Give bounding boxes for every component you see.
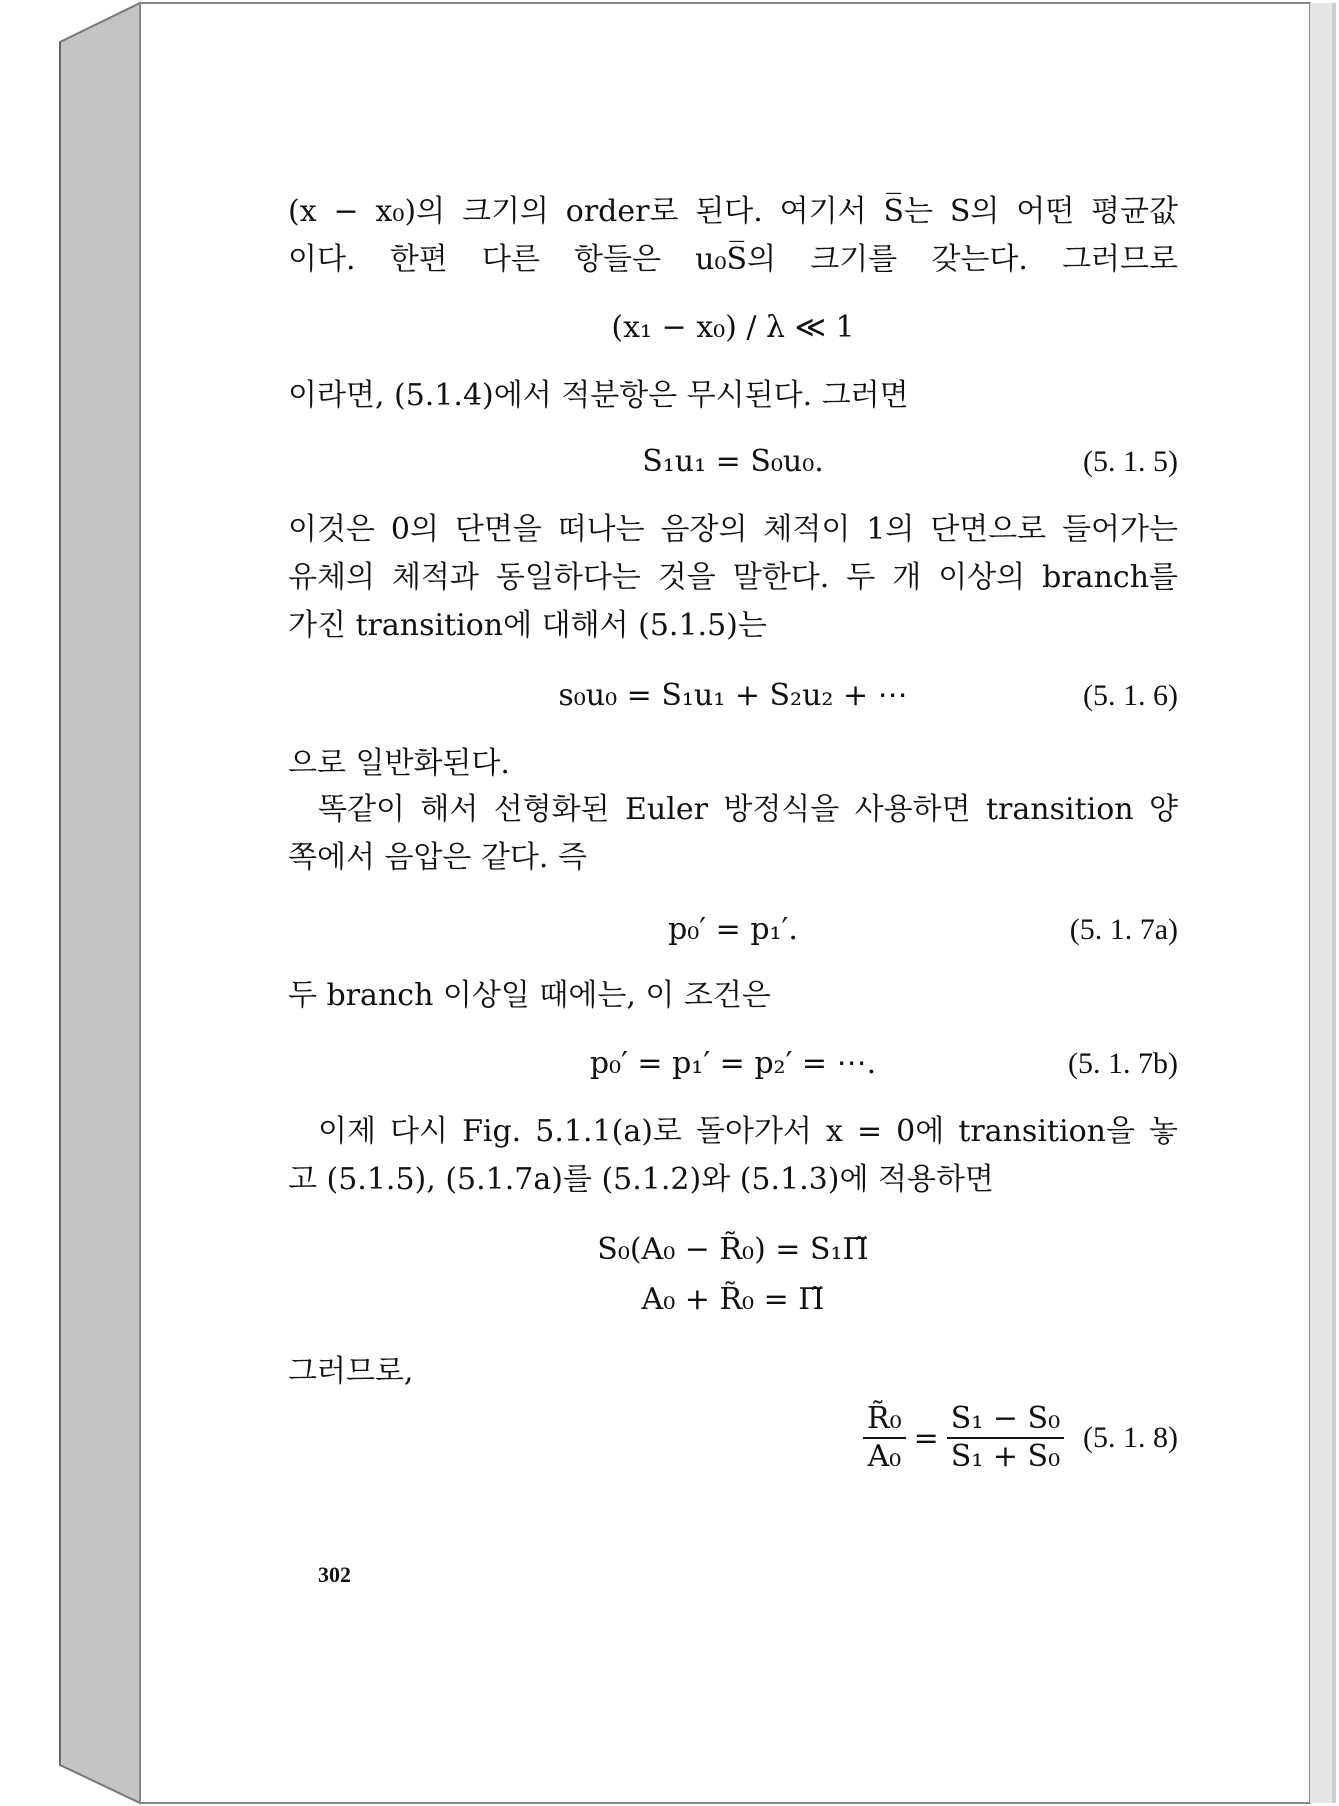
equation-5-1-5-body: S₁u₁ = S₀u₀. <box>642 444 824 479</box>
text-line-13: 그러므로, <box>288 1354 414 1389</box>
text-line-9: 쪽에서 음압은 같다. 즉 <box>288 840 587 875</box>
equation-ratio-body: (x₁ − x₀) / λ ≪ 1 <box>611 310 855 345</box>
text-line-5: 유체의 체적과 동일하다는 것을 말한다. 두 개 이상의 branch를 <box>288 560 1178 595</box>
equation-5-1-7a <box>288 908 1178 952</box>
text-line-10: 두 branch 이상일 때에는, 이 조건은 <box>288 978 771 1013</box>
text-line-11: 이제 다시 Fig. 5.1.1(a)로 돌아가서 x = 0에 transition을 놓 <box>318 1114 1178 1149</box>
page-number: 302 <box>318 1562 351 1587</box>
text-line-12: 고 (5.1.5), (5.1.7a)를 (5.1.2)와 (5.1.3)에 적용하면 <box>288 1162 994 1197</box>
equation-5-1-7b-body: p₀′ = p₁′ = p₂′ = ⋯. <box>589 1046 877 1081</box>
text-line-3: 이라면, (5.1.4)에서 적분항은 무시된다. 그러면 <box>288 378 909 413</box>
equation-5-1-5 <box>288 440 1178 484</box>
text-line-4: 이것은 0의 단면을 떠나는 음장의 체적이 1의 단면으로 들어가는 <box>288 512 1178 547</box>
fraction-rhs-denominator: S₁ + S₀ <box>950 1439 1061 1474</box>
equation-5-1-6-body: s₀u₀ = S₁u₁ + S₂u₂ + ⋯ <box>558 678 908 713</box>
text-line-1: (x − x₀)의 크기의 order로 된다. 여기서 S̅는 S의 어떤 평균값 <box>288 194 1178 229</box>
fraction-rhs-numerator: S₁ − S₀ <box>947 1401 1064 1439</box>
equation-system-line-2-body: A₀ + R̃₀ = Π̃ <box>641 1282 825 1317</box>
equation-5-1-7b <box>288 1042 1178 1086</box>
equation-5-1-7a-body: p₀′ = p₁′. <box>668 912 798 947</box>
equation-system-line-2 <box>288 1278 1178 1322</box>
text-line-8: 똑같이 해서 선형화된 Euler 방정식을 사용하면 transition 양 <box>318 792 1178 827</box>
equation-5-1-8 <box>288 1398 1178 1478</box>
equals-sign: = <box>913 1420 939 1456</box>
text-line-6: 가진 transition에 대해서 (5.1.5)는 <box>288 608 767 643</box>
equation-number-5-1-5: (5. 1. 5) <box>1083 445 1178 478</box>
equation-number-5-1-7b: (5. 1. 7b) <box>1068 1047 1178 1080</box>
equation-number-5-1-7a: (5. 1. 7a) <box>1069 913 1178 946</box>
fraction-lhs-numerator: R̃₀ <box>863 1401 906 1439</box>
fraction-lhs <box>863 1401 906 1475</box>
equation-number-5-1-6: (5. 1. 6) <box>1083 679 1178 712</box>
text-line-7: 으로 일반화된다. <box>288 746 510 781</box>
fraction-rhs <box>947 1401 1064 1475</box>
equation-5-1-6 <box>288 674 1178 718</box>
equation-system-line-1 <box>288 1228 1178 1272</box>
text-line-2: 이다. 한편 다른 항들은 u₀S̅의 크기를 갖는다. 그러므로 <box>288 242 1178 277</box>
equation-system-line-1-body: S₀(A₀ − R̃₀) = S₁Π̃ <box>597 1232 869 1267</box>
equation-5-1-8-body <box>863 1398 1064 1478</box>
fraction-lhs-denominator: A₀ <box>867 1439 902 1474</box>
equation-number-5-1-8: (5. 1. 8) <box>1083 1421 1178 1454</box>
equation-ratio <box>288 306 1178 350</box>
